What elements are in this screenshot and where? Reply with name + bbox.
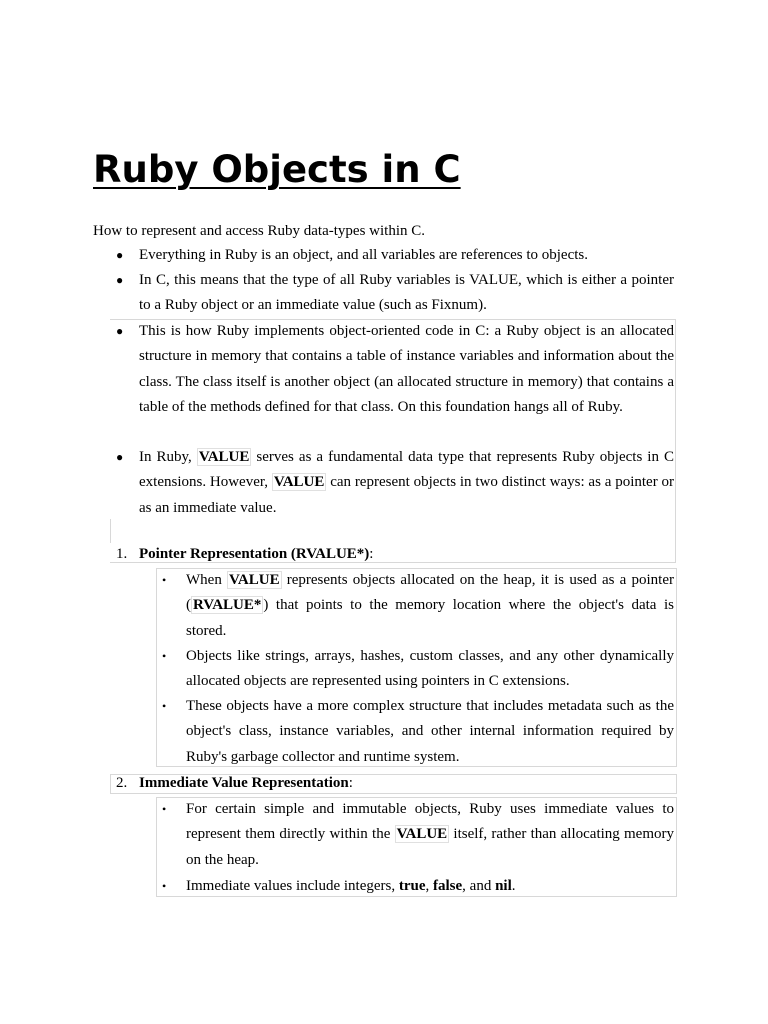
text-run: : [348, 775, 353, 791]
code-value: RVALUE* [193, 597, 262, 614]
sub-bullet-item: These objects have a more complex structure that includes metadata such as the object's class, instance variables, and other internal information required by Ruby's garbage collector and runtime system. [186, 698, 674, 765]
bullet-marker: • [162, 802, 167, 816]
text-run: itself, rather than allocating memory on the heap. [186, 826, 675, 868]
text-run: In Ruby, [139, 449, 197, 465]
text-run: . [511, 878, 516, 894]
bullet-marker: • [162, 879, 167, 893]
text-run: represents objects allocated on the heap, it is used as a pointer ( [186, 572, 674, 614]
text-run: When [186, 572, 227, 588]
code-value: VALUE [396, 826, 448, 843]
bullet-item: Everything in Ruby is an object, and all variables are references to objects. [139, 247, 589, 263]
code-value: VALUE [198, 449, 250, 465]
frame-rule [110, 519, 111, 543]
sub-bullet-item [186, 874, 674, 899]
keyword-true: true [398, 878, 426, 894]
list-number: 2. [116, 775, 128, 791]
text-run: can represent objects in two distinct ways: as a pointer or as an immediate value. [139, 474, 674, 516]
bullet-item: In C, this means that the type of all Ruby variables is VALUE, which is either a pointer to a Ruby object or an immediate value (such as Fixnum). [139, 272, 674, 314]
text-run: Immediate values include integers, [186, 878, 399, 894]
bullet-item [139, 445, 674, 521]
code-value: VALUE [273, 474, 325, 491]
sub-bullet-item [186, 568, 674, 644]
list-number: 1. [116, 546, 128, 562]
numbered-item-2 [116, 773, 353, 793]
bullet-marker: • [162, 649, 167, 663]
bullet-marker: ● [116, 273, 124, 287]
bullet-marker: ● [116, 450, 124, 464]
section-heading: Immediate Value Representation [139, 775, 349, 791]
text-run: For certain simple and immutable objects, Ruby uses immediate values to represent them directly within the [186, 801, 674, 843]
bullet-marker: • [162, 699, 167, 713]
bullet-marker: ● [116, 324, 124, 338]
section-heading: Pointer Representation (RVALUE*) [139, 546, 370, 562]
numbered-item-1 [116, 544, 373, 564]
text-run: , and [462, 878, 496, 894]
text-run: : [369, 546, 374, 562]
sub-bullet-item [186, 797, 674, 873]
code-value: VALUE [229, 572, 280, 588]
text-run: ) that points to the memory location where the object's data is stored. [186, 597, 674, 639]
sub-bullet-item: Objects like strings, arrays, hashes, custom classes, and any other dynamically allocated objects are represented using pointers in C extensions. [186, 648, 674, 690]
keyword-nil: nil [495, 878, 512, 894]
text-run: , [425, 878, 433, 894]
bullet-item: This is how Ruby implements object-oriented code in C: a Ruby object is an allocated structure in memory that contains a table of instance variables and information about the class. The class itself is another object (an allocated structure in memory) that contains a table of the methods defined for that class. On this foundation hangs all of Ruby. [139, 323, 674, 415]
text-run: serves as a fundamental data type that represents Ruby objects in C extensions. However, [139, 449, 674, 491]
intro-paragraph: How to represent and access Ruby data-types within C. [93, 223, 425, 239]
keyword-false: false [433, 878, 463, 894]
bullet-marker: ● [116, 248, 124, 262]
bullet-marker: • [162, 573, 167, 587]
page-title: Ruby Objects in C [93, 148, 461, 191]
